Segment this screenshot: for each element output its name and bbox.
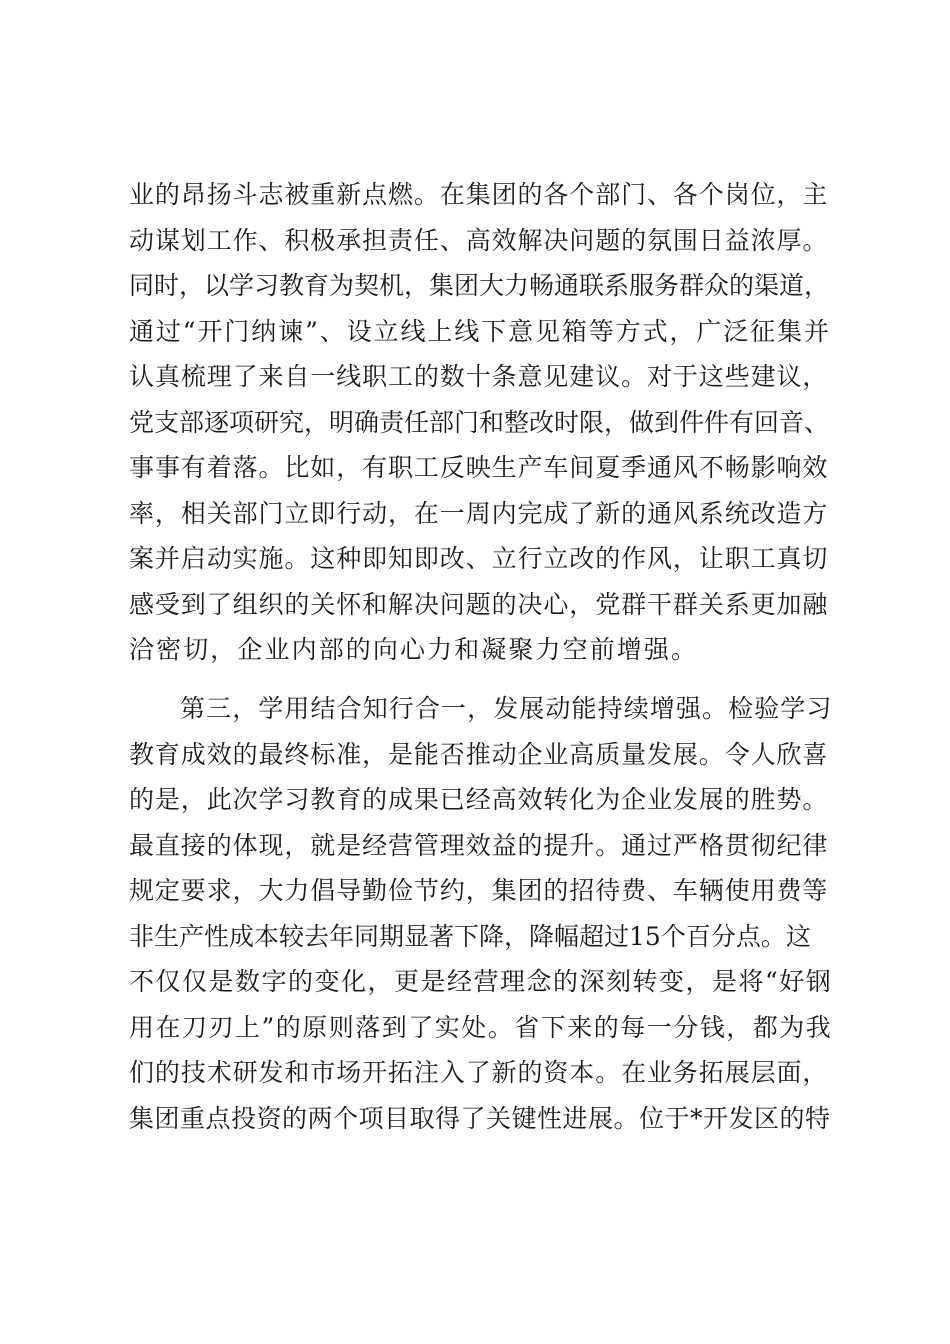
paragraph-line: 认真梳理了来自一线职工的数十条意见建议。对于这些建议， xyxy=(129,362,829,391)
paragraph-line: 用在刀刃上”的原则落到了实处。省下来的每一分钱，都为我 xyxy=(129,1012,833,1042)
paragraph-line: 感受到了组织的关怀和解决问题的决心，党群干群关系更加融 xyxy=(129,589,829,619)
paragraph-line: 第三，学用结合知行合一，发展动能持续增强。检验学习 xyxy=(180,694,833,723)
paragraph-2 xyxy=(129,686,833,1141)
paragraph-line: 的是，此次学习教育的成果已经高效转化为企业发展的胜势。 xyxy=(129,785,829,814)
paragraph-line: 动谋划工作、积极承担责任、高效解决问题的氛围日益浓厚。 xyxy=(129,225,829,255)
paragraph-line: 通过“开门纳谏”、设立线上线下意见箱等方式，广泛征集并 xyxy=(129,316,831,346)
paragraph-line: 集团重点投资的两个项目取得了关键性进展。位于*开发区的特 xyxy=(129,1103,831,1133)
paragraph-line: 洽密切，企业内部的向心力和凝聚力空前增强。 xyxy=(129,635,699,664)
paragraph-line: 最直接的体现，就是经营管理效益的提升。通过严格贯彻纪律 xyxy=(129,830,829,860)
paragraph-line: 率，相关部门立即行动，在一周内完成了新的通风系统改造方 xyxy=(129,498,829,528)
paragraph-line: 党支部逐项研究，明确责任部门和整改时限，做到件件有回音、 xyxy=(129,407,830,437)
paragraph-line: 教育成效的最终标准，是能否推动企业高质量发展。令人欣喜 xyxy=(129,739,829,769)
paragraph-1 xyxy=(129,172,833,673)
paragraph-line: 业的昂扬斗志被重新点燃。在集团的各个部门、各个岗位，主 xyxy=(129,180,829,209)
paragraph-line: 不仅仅是数字的变化，更是经营理念的深刻转变，是将“好钢 xyxy=(129,967,833,996)
paragraph-line: 们的技术研发和市场开拓注入了新的资本。在业务拓展层面， xyxy=(129,1058,829,1087)
paragraph-line: 案并启动实施。这种即知即改、立行立改的作风，让职工真切 xyxy=(129,544,829,573)
paragraph-line: 事事有着落。比如，有职工反映生产车间夏季通风不畅影响效 xyxy=(129,453,829,482)
paragraph-line: 非生产性成本较去年同期显著下降，降幅超过15个百分点。这 xyxy=(129,921,811,951)
paragraph-line: 同时，以学习教育为契机，集团大力畅通联系服务群众的渠道， xyxy=(129,271,830,300)
paragraph-line: 规定要求，大力倡导勤俭节约，集团的招待费、车辆使用费等 xyxy=(129,876,829,905)
